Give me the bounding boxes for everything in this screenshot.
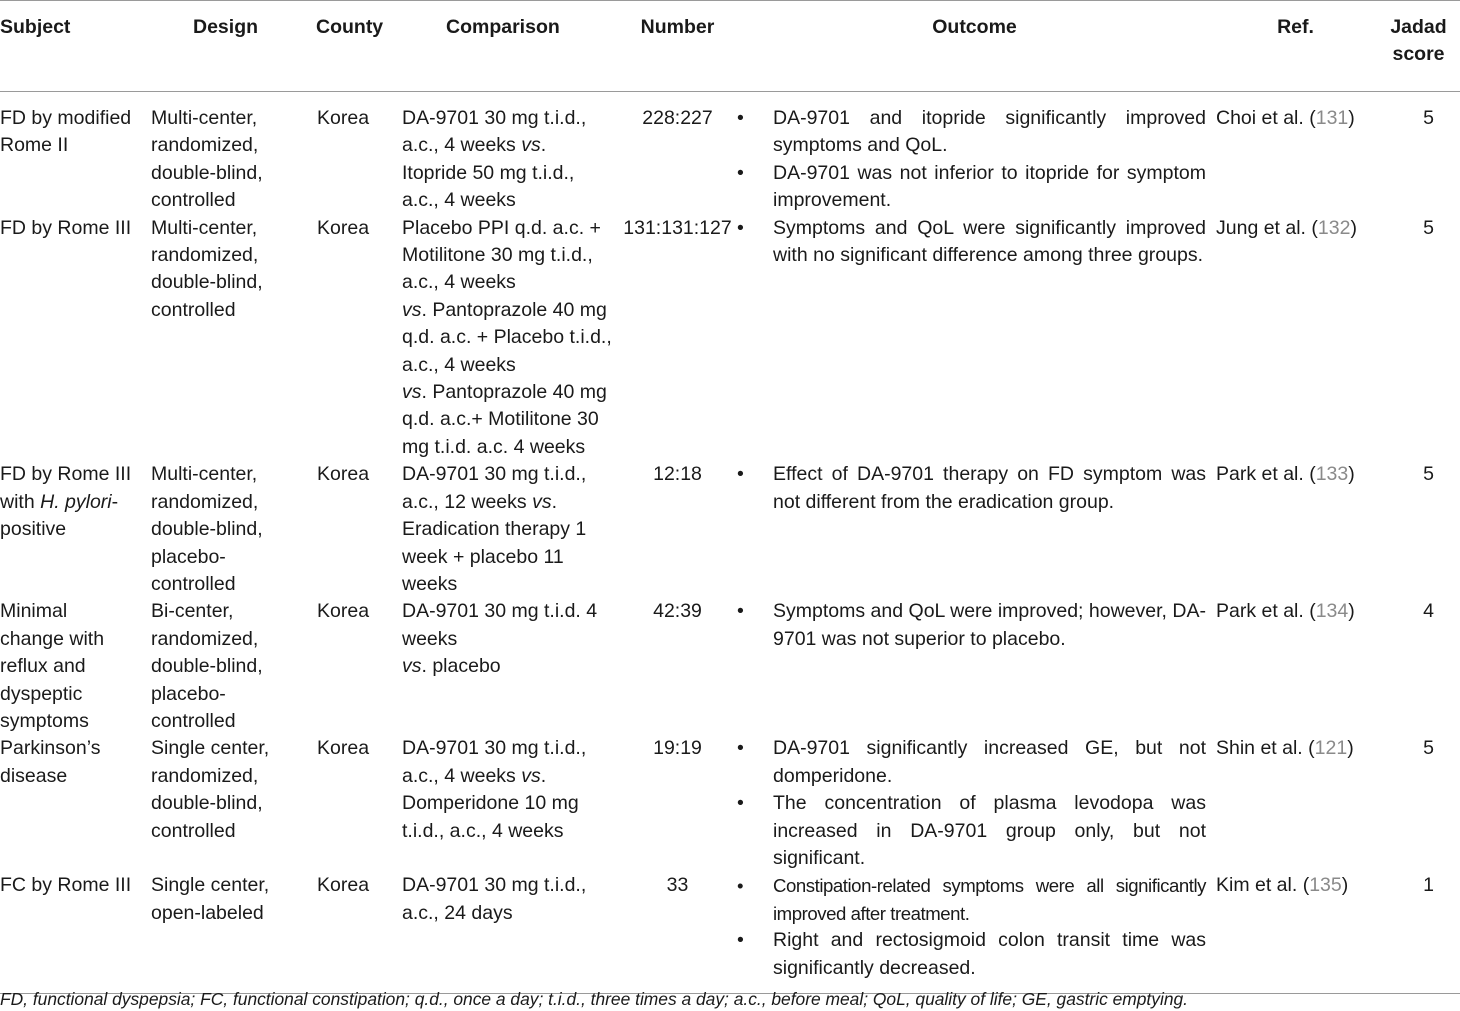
ref-close: ): [1347, 737, 1354, 760]
cell-design: [150, 598, 316, 735]
outcome-item: • Constipation-related symptoms were all significantly improved after treatment.: [735, 872, 1214, 927]
comparison-line: DA-9701 30 mg t.i.d.,: [402, 737, 587, 760]
cell-subject: [0, 735, 150, 872]
cell-ref: [1214, 215, 1377, 462]
cell-ref: [1214, 92, 1377, 215]
comparison-vs: vs: [532, 490, 552, 513]
cell-comparison: [402, 92, 620, 215]
cell-jadad: 5: [1423, 216, 1434, 239]
comparison-line: .: [540, 134, 547, 157]
cell-outcome: [735, 598, 1214, 735]
header-design: Design: [193, 16, 259, 38]
comparison-vs: vs: [402, 298, 422, 321]
ref-author: Choi et al. (: [1216, 107, 1316, 129]
comparison-line: q.d. a.c.+ Motilitone 30: [402, 408, 599, 431]
design-line: randomized,: [151, 134, 259, 157]
comparison-vs: vs: [402, 381, 422, 404]
cell-county: Korea: [317, 216, 370, 239]
design-line: randomized,: [151, 764, 259, 787]
header-jadad-line2: score: [1392, 43, 1445, 65]
cell-subject: [0, 872, 150, 993]
ref-close: ): [1348, 600, 1355, 623]
design-line: randomized,: [151, 244, 259, 267]
cell-ref: [1214, 735, 1377, 872]
comparison-line: week + placebo 11: [402, 545, 564, 568]
subject-line: change with: [0, 627, 105, 650]
ref-author: Kim et al. (: [1216, 874, 1310, 897]
table-body: [0, 92, 1460, 994]
comparison-line: .: [540, 764, 547, 787]
comparison-line: .: [551, 490, 557, 513]
cell-comparison: [402, 215, 620, 462]
outcome-list: [735, 598, 1214, 653]
table-row: [0, 92, 1460, 215]
table-header: [0, 1, 1460, 92]
design-line: Multi-center,: [151, 107, 258, 129]
design-line: controlled: [151, 572, 236, 595]
header-row: [0, 1, 1460, 92]
ref-link[interactable]: 121: [1314, 737, 1348, 760]
comparison-line: a.c., 4 weeks: [402, 134, 522, 157]
subject-organism: H. pylori: [40, 490, 112, 513]
cell-design: [150, 92, 316, 215]
cell-design: [150, 872, 316, 993]
header-comparison: Comparison: [446, 16, 560, 38]
cell-comparison: [402, 872, 620, 993]
cell-county: Korea: [317, 737, 370, 760]
cell-jadad: 4: [1423, 600, 1434, 623]
cell-county: Korea: [317, 600, 370, 623]
outcome-item: • Symptoms and QoL were significantly improved with no significant difference among three groups.: [735, 215, 1214, 270]
subject-line: with: [0, 490, 41, 513]
subject-line: -: [111, 490, 119, 513]
subject-line: FD by Rome III: [0, 216, 132, 239]
outcome-item: • Symptoms and QoL were improved; however, DA-9701 was not superior to placebo.: [735, 598, 1214, 653]
design-line: Bi-center,: [151, 600, 234, 623]
design-line: controlled: [151, 819, 236, 842]
design-line: double-blind,: [151, 518, 263, 541]
cell-jadad: 5: [1423, 737, 1434, 760]
header-subject: Subject: [0, 16, 71, 38]
cell-number: 33: [666, 874, 689, 897]
cell-outcome: [735, 215, 1214, 462]
cell-design: [150, 735, 316, 872]
cell-outcome: [735, 461, 1214, 598]
comparison-vs: vs: [521, 764, 541, 787]
design-line: randomized,: [151, 490, 259, 513]
subject-line: reflux and: [0, 655, 86, 678]
cell-number: 12:18: [653, 463, 702, 486]
subject-line: Parkinson’s: [0, 737, 101, 760]
outcome-item: • DA-9701 was not inferior to itopride for symptom improvement.: [735, 160, 1214, 215]
cell-number: 228:227: [642, 107, 713, 129]
comparison-line: weeks: [402, 572, 458, 595]
ref-author: Park et al. (: [1216, 600, 1316, 623]
comparison-line: a.c., 4 weeks: [402, 353, 516, 376]
table-row: [0, 872, 1460, 993]
table-footnote: FD, functional dyspepsia; FC, functional constipation; q.d., once a day; t.i.d., three times a day; a.c., before meal; QoL, quality of life; GE, gastric emptying.: [0, 989, 1188, 1009]
subject-line: dyspeptic: [0, 682, 83, 705]
subject-line: FC by Rome III: [0, 874, 132, 897]
subject-line: FD by modified: [0, 107, 132, 129]
design-line: placebo-: [151, 545, 226, 568]
design-line: Single center,: [151, 874, 270, 897]
ref-author: Shin et al. (: [1216, 737, 1315, 760]
header-jadad-line1: Jadad: [1390, 16, 1447, 38]
comparison-line: t.i.d., a.c., 4 weeks: [402, 819, 564, 842]
design-line: randomized,: [151, 627, 259, 650]
comparison-line: a.c., 4 weeks: [402, 189, 516, 212]
design-line: double-blind,: [151, 792, 263, 815]
outcome-item: • Effect of DA-9701 therapy on FD symptom was not different from the eradication group.: [735, 461, 1214, 516]
table-row: [0, 215, 1460, 462]
comparison-line: DA-9701 30 mg t.i.d. 4: [402, 600, 598, 623]
comparison-line: mg t.i.d. a.c. 4 weeks: [402, 435, 586, 458]
cell-comparison: [402, 598, 620, 735]
subject-line: FD by Rome III: [0, 463, 132, 486]
cell-number: 42:39: [653, 600, 702, 623]
outcome-list: [735, 215, 1214, 270]
header-ref: Ref.: [1277, 16, 1314, 38]
outcome-list: [735, 872, 1214, 982]
header-jadad: [1377, 1, 1460, 92]
cell-ref: [1214, 872, 1377, 993]
cell-outcome: [735, 735, 1214, 872]
comparison-line: a.c., 24 days: [402, 901, 513, 924]
cell-comparison: [402, 735, 620, 872]
header-outcome: Outcome: [932, 16, 1017, 38]
design-line: double-blind,: [151, 655, 263, 678]
design-line: double-blind,: [151, 271, 263, 294]
cell-comparison: [402, 461, 620, 598]
header-number: Number: [640, 16, 715, 38]
table-row: [0, 461, 1460, 598]
comparison-line: Eradication therapy 1: [402, 518, 587, 541]
comparison-line: Placebo PPI q.d. a.c. +: [402, 216, 601, 239]
design-line: open-labeled: [151, 901, 264, 924]
cell-ref: [1214, 598, 1377, 735]
comparison-line: a.c., 4 weeks: [402, 764, 522, 787]
subject-line: positive: [0, 518, 67, 541]
outcome-list: [735, 461, 1214, 516]
subject-line: disease: [0, 764, 68, 787]
outcome-item: • DA-9701 significantly increased GE, but not domperidone.: [735, 735, 1214, 790]
subject-line: symptoms: [0, 709, 89, 732]
subject-line: Minimal: [0, 600, 68, 623]
header-county: County: [316, 16, 384, 38]
cell-number: 19:19: [653, 737, 702, 760]
design-line: double-blind,: [151, 161, 263, 184]
ref-author: Jung et al. (: [1216, 216, 1318, 239]
cell-subject: [0, 92, 150, 215]
cell-subject: [0, 215, 150, 462]
ref-close: ): [1350, 216, 1357, 239]
cell-county: Korea: [317, 107, 370, 129]
ref-close: ): [1348, 107, 1355, 129]
ref-author: Park et al. (: [1216, 463, 1316, 486]
design-line: Multi-center,: [151, 463, 258, 486]
comparison-line: . placebo: [421, 655, 501, 678]
outcome-list: [735, 735, 1214, 872]
ref-close: ): [1348, 463, 1355, 486]
outcome-item: • DA-9701 and itopride significantly improved symptoms and QoL.: [735, 105, 1214, 160]
cell-outcome: [735, 872, 1214, 993]
cell-jadad: 5: [1423, 107, 1434, 129]
table-row: [0, 735, 1460, 872]
outcome-item: • Right and rectosigmoid colon transit time was significantly decreased.: [735, 927, 1214, 982]
cell-subject: [0, 598, 150, 735]
comparison-line: DA-9701 30 mg t.i.d.,: [402, 463, 587, 486]
design-line: Single center,: [151, 737, 270, 760]
cell-number: 131:131:127: [623, 216, 732, 239]
design-line: placebo-: [151, 682, 226, 705]
cell-design: [150, 461, 316, 598]
outcome-item: • The concentration of plasma levodopa was increased in DA-9701 group only, but not significant.: [735, 790, 1214, 872]
comparison-vs: vs: [521, 134, 541, 157]
cell-county: Korea: [317, 463, 370, 486]
cell-design: [150, 215, 316, 462]
comparison-line: weeks: [402, 627, 458, 650]
comparison-line: a.c., 12 weeks: [402, 490, 533, 513]
ref-link[interactable]: 133: [1315, 463, 1349, 486]
design-line: controlled: [151, 189, 236, 212]
comparison-line: Itopride 50 mg t.i.d.,: [402, 161, 575, 184]
comparison-line: Domperidone 10 mg: [402, 792, 579, 815]
design-line: controlled: [151, 298, 236, 321]
comparison-line: Motilitone 30 mg t.i.d.,: [402, 244, 593, 267]
comparison-line: q.d. a.c. + Placebo t.i.d.,: [402, 326, 612, 349]
comparison-line: DA-9701 30 mg t.i.d.,: [402, 874, 587, 897]
comparison-line: a.c., 4 weeks: [402, 271, 516, 294]
comparison-line: . Pantoprazole 40 mg: [421, 298, 607, 321]
cell-ref: [1214, 461, 1377, 598]
ref-close: ): [1341, 874, 1349, 897]
outcome-list: [735, 105, 1214, 215]
comparison-line: DA-9701 30 mg t.i.d.,: [402, 107, 587, 129]
cell-jadad: 1: [1423, 874, 1434, 897]
comparison-line: . Pantoprazole 40 mg: [421, 381, 607, 404]
design-line: controlled: [151, 709, 236, 732]
ref-link[interactable]: 132: [1317, 216, 1351, 239]
ref-link[interactable]: 134: [1315, 600, 1349, 623]
table-row: [0, 598, 1460, 735]
design-line: Multi-center,: [151, 216, 258, 239]
ref-link[interactable]: 135: [1309, 874, 1342, 897]
ref-link[interactable]: 131: [1315, 107, 1349, 129]
cell-subject: [0, 461, 150, 598]
cell-county: Korea: [317, 874, 370, 897]
cell-outcome: [735, 92, 1214, 215]
cell-jadad: 5: [1423, 463, 1434, 486]
subject-line: Rome II: [0, 134, 69, 157]
comparison-vs: vs: [402, 655, 422, 678]
